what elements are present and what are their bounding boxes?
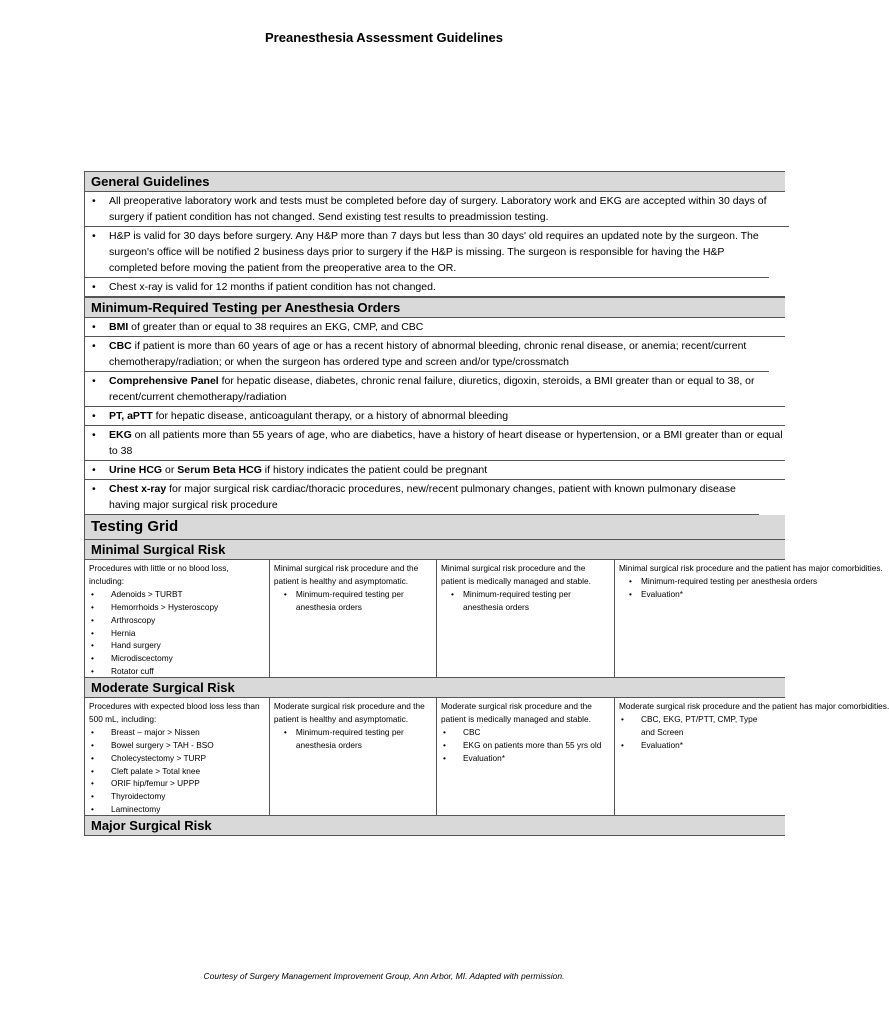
grid-cell: Moderate surgical risk procedure and the patient is medically managed and stable. • CBC • EKG on patients more than 55 yrs old • Evaluation*: [437, 698, 615, 815]
minimum-item: • BMI of greater than or equal to 38 requires an EKG, CMP, and CBC: [85, 318, 785, 337]
list-item: • Evaluation*: [441, 752, 610, 765]
general-item: • Chest x-ray is valid for 12 months if patient condition has not changed.: [85, 278, 785, 297]
minimum-item: • Urine HCG or Serum Beta HCG if history indicates the patient could be pregnant: [85, 461, 785, 480]
list-item: • Arthroscopy: [89, 614, 265, 627]
test-list: [441, 588, 610, 614]
page-title: Preanesthesia Assessment Guidelines: [265, 30, 503, 45]
list-item: • Minimum-required testing per anesthesia orders: [274, 588, 432, 614]
test-list: [274, 726, 432, 752]
list-item: • Adenoids > TURBT: [89, 588, 265, 601]
grid-cell: Moderate surgical risk procedure and the patient has major comorbidities. • CBC, EKG, PT/PTT, CMP, Type and Screen • Evaluation*: [615, 698, 785, 815]
minimal-risk-grid-row: [85, 560, 883, 678]
test-list: [441, 726, 610, 765]
list-item: • Hand surgery: [89, 639, 265, 652]
minimum-item: • CBC if patient is more than 60 years of age or has a recent history of abnormal bleeding, chronic renal disease, or anemia; recent/current chemotherapy/radiation; or when the surgeon has ordered type and screen and/or type/crossmatch: [85, 337, 769, 372]
minimum-item: • Chest x-ray for major surgical risk cardiac/thoracic procedures, new/recent pulmonary changes, patient with known pulmonary disease having major surgical risk procedure: [85, 480, 759, 515]
minimum-item: • EKG on all patients more than 55 years of age, who are diabetics, have a history of heart disease or hypertension, or a BMI greater than or equal to 38: [85, 426, 785, 461]
list-item: • Hemorrhoids > Hysteroscopy: [89, 601, 265, 614]
moderate-risk-grid-row: [85, 698, 889, 816]
list-item: • Cleft palate > Total knee: [89, 765, 265, 778]
grid-cell: Minimal surgical risk procedure and the patient has major comorbidities. • Minimum-required testing per anesthesia orders • Evaluation*: [615, 560, 785, 677]
general-item: • All preoperative laboratory work and tests must be completed before day of surgery. Laboratory work and EKG are accepted within 30 days of surgery if patient condition has not changed. Send existing test results to preadmission testing.: [85, 192, 789, 227]
guidelines-table: [84, 171, 889, 836]
procedure-list: [89, 726, 265, 816]
minimum-item: • PT, aPTT for hepatic disease, anticoagulant therapy, or a history of abnormal bleeding: [85, 407, 785, 426]
list-item: • EKG on patients more than 55 yrs old: [441, 739, 610, 752]
list-item: • Minimum-required testing per anesthesia orders: [274, 726, 432, 752]
test-list: [619, 713, 781, 752]
grid-cell: Procedures with expected blood loss less than 500 mL, including: • Breast – major > Nissen • Bowel surgery > TAH - BSO • Cholecystectomy > TURP • Cleft palate > Total knee • ORIF hip/femur > UPPP • Thyroidectomy • Laminectomy: [85, 698, 270, 815]
list-item: • Laminectomy: [89, 803, 265, 816]
list-item: • Evaluation*: [619, 739, 781, 752]
list-item: • Minimum-required testing per anesthesia orders: [619, 575, 781, 588]
list-item: • CBC, EKG, PT/PTT, CMP, Type and Screen: [619, 713, 771, 739]
grid-cell: Procedures with little or no blood loss, including: • Adenoids > TURBT • Hemorrhoids > Hysteroscopy • Arthroscopy • Hernia • Hand surgery • Microdiscectomy • Rotator cuff: [85, 560, 270, 677]
section-heading-testing-grid: Testing Grid: [85, 515, 785, 540]
test-list: [274, 588, 432, 614]
section-heading-minimum: Minimum-Required Testing per Anesthesia Orders: [85, 297, 785, 318]
list-item: • Hernia: [89, 627, 265, 640]
minimum-item: • Comprehensive Panel for hepatic disease, diabetes, chronic renal failure, diuretics, digoxin, steroids, a BMI greater than or equal to 38, or recent/current chemotherapy/radiation: [85, 372, 785, 407]
section-heading-moderate-risk: Moderate Surgical Risk: [85, 678, 785, 698]
list-item: • ORIF hip/femur > UPPP: [89, 777, 265, 790]
section-heading-general: General Guidelines: [85, 171, 785, 192]
list-item: • CBC: [441, 726, 610, 739]
list-item: • Rotator cuff: [89, 665, 265, 678]
list-item: • Thyroidectomy: [89, 790, 265, 803]
footer-credit: Courtesy of Surgery Management Improvement Group, Ann Arbor, MI. Adapted with permission.: [203, 971, 565, 981]
grid-cell: Moderate surgical risk procedure and the patient is healthy and asymptomatic. • Minimum-required testing per anesthesia orders: [270, 698, 437, 815]
list-item: • Microdiscectomy: [89, 652, 265, 665]
list-item: • Bowel surgery > TAH - BSO: [89, 739, 265, 752]
list-item: • Breast – major > Nissen: [89, 726, 265, 739]
list-item: • Minimum-required testing per anesthesia orders: [441, 588, 610, 614]
section-heading-major-risk: Major Surgical Risk: [85, 816, 785, 836]
list-item: • Cholecystectomy > TURP: [89, 752, 265, 765]
grid-cell: Minimal surgical risk procedure and the patient is healthy and asymptomatic. • Minimum-required testing per anesthesia orders: [270, 560, 437, 677]
section-heading-minimal-risk: Minimal Surgical Risk: [85, 540, 785, 560]
grid-cell: Minimal surgical risk procedure and the patient is medically managed and stable. • Minimum-required testing per anesthesia orders: [437, 560, 615, 677]
procedure-list: [89, 588, 265, 678]
list-item: • Evaluation*: [619, 588, 781, 601]
general-item: • H&P is valid for 30 days before surgery. Any H&P more than 7 days but less than 30 days' old requires an updated note by the surgeon. The surgeon's office will be notified 2 business days prior to surgery if the H&P is missing. The surgeon is responsible for having the H&P completed before moving the patient from the preoperative area to the OR.: [85, 227, 769, 278]
